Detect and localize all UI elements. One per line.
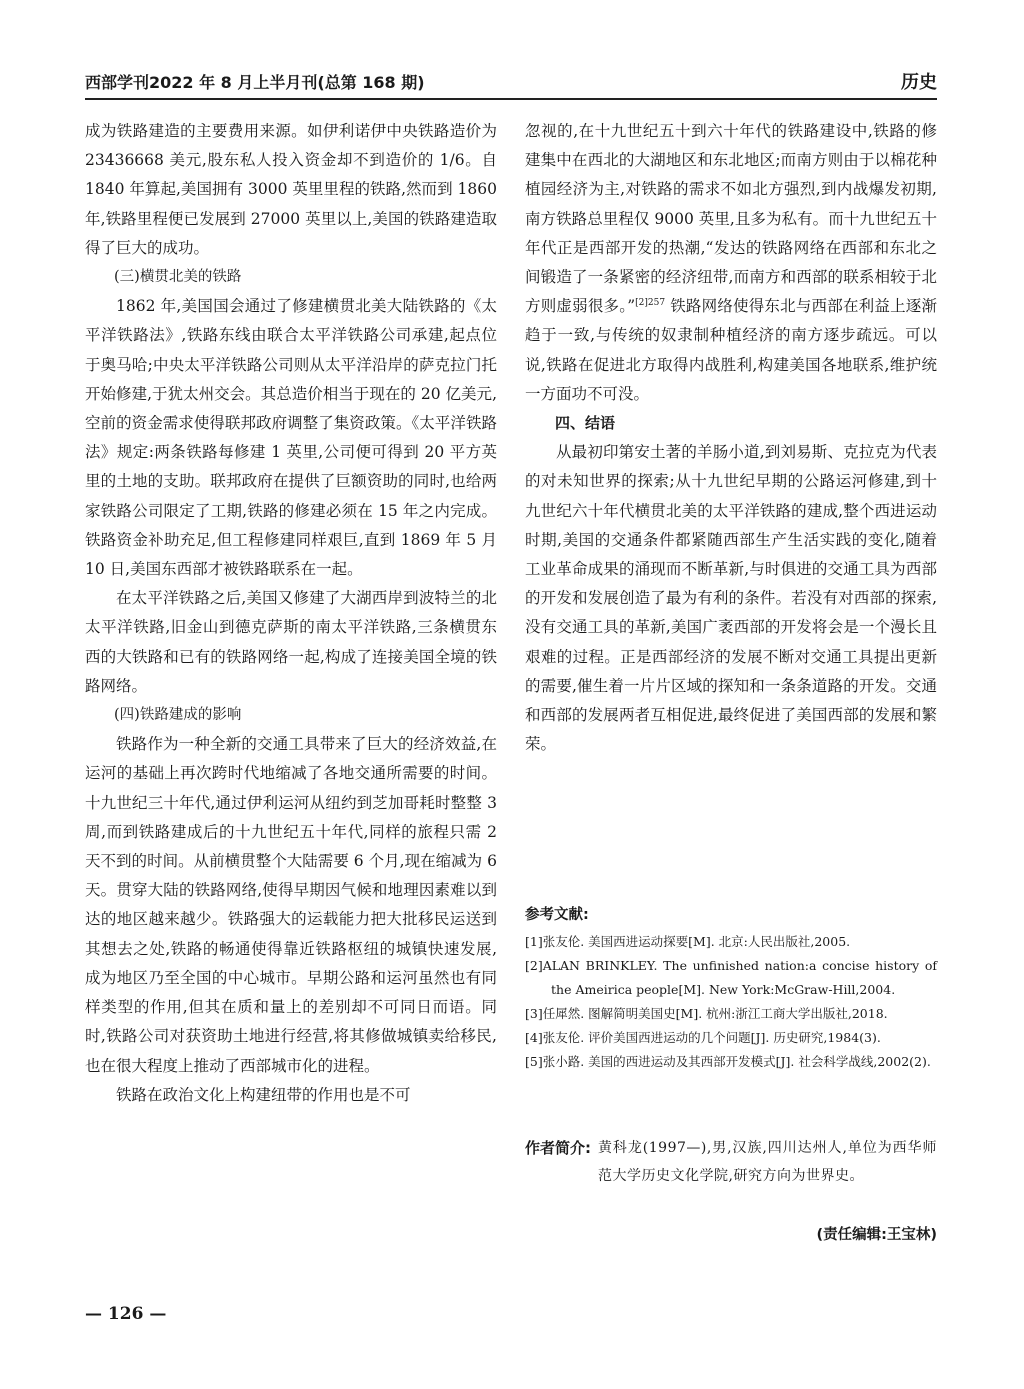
paragraph: 从最初印第安土著的羊肠小道,到刘易斯、克拉克为代表的对未知世界的探索;从十九世纪早期的公路运河修建,到十九世纪六十年代横贯北美的太平洋铁路的建成,整个西进运动时期,美国的交通条件都紧随西部生产生活实践的变化,随着工业革命成果的涌现而不断革新,与时俱进的交通工具为西部的开发和发展创造了最为有利的条件。若没有对西部的探索,没有交通工具的革新,美国广袤西部的开发将会是一个漫长且艰难的过程。正是西部经济的发展不断对交通工具提出更新的需要,催生着一片片区域的探知和一条条道路的开发。交通和西部的发展两者互相促进,最终促进了美国西部的发展和繁荣。 <box>525 443 937 754</box>
citation: [2]257 <box>635 298 666 309</box>
section-name: 历史 <box>901 72 937 93</box>
author-bio <box>525 1134 937 1190</box>
section-heading: 四、结语 <box>555 414 616 433</box>
reference-item: [4]张友伦. 评价美国西进运动的几个问题[J]. 历史研究,1984(3). <box>525 1030 881 1045</box>
paragraph-text: 铁路网络使得东北与西部在利益上逐渐趋于一致,与传统的奴隶制种植经济的南方逐步疏远。可以说,铁路在促进北方取得内战胜利,构建美国各地联系,维护统一方面功不可没。 <box>525 297 937 403</box>
editor-credit: (责任编辑:王宝林) <box>816 1227 937 1243</box>
right-column <box>525 117 937 759</box>
references <box>525 903 937 1074</box>
journal-title: 西部学刊2022 年 8 月上半月刊(总第 168 期) <box>85 73 425 92</box>
subheading: (三)横贯北美的铁路 <box>114 269 242 286</box>
page-number: — 126 — <box>85 1304 167 1324</box>
reference-item: [2]ALAN BRINKLEY. The unfinished nation:a concise history of the Ameirica people[M]. New York:McGraw-Hill,2004. <box>525 958 937 997</box>
running-header <box>85 62 937 100</box>
paragraph: 成为铁路建造的主要费用来源。如伊利诺伊中央铁路造价为 23436668 美元,股东私人投入资金却不到造价的 1/6。自 1840 年算起,美国拥有 3000 英里里程的铁路,然而到 1860 年,铁路里程便已发展到 27000 英里以上,美国的铁路建造取得了巨大的成功。 <box>85 122 497 257</box>
paragraph: 在太平洋铁路之后,美国又修建了大湖西岸到波特兰的北太平洋铁路,旧金山到德克萨斯的南太平洋铁路,三条横贯东西的大铁路和已有的铁路网络一起,构成了连接美国全境的铁路网络。 <box>85 589 497 695</box>
reference-item: [3]任犀然. 图解简明美国史[M]. 杭州:浙江工商大学出版社,2018. <box>525 1006 888 1021</box>
paragraph: 铁路作为一种全新的交通工具带来了巨大的经济效益,在运河的基础上再次跨时代地缩减了各地交通所需要的时间。十九世纪三十年代,通过伊利运河从纽约到芝加哥耗时整整 3 周,而到铁路建成后的十九世纪五十年代,同样的旅程只需 2 天不到的时间。从前横贯整个大陆需要 6 个月,现在缩减为 6 天。贯穿大陆的铁路网络,使得早期因气候和地理因素难以到达的地区越来越少。铁路强大的运载能力把大批移民运送到其想去之处,铁路的畅通使得靠近铁路枢纽的城镇快速发展,成为地区乃至全国的中心城市。早期公路和运河虽然也有同样类型的作用,但其在质和量上的差别却不可同日而语。同时,铁路公司对获资助土地进行经营,将其修做城镇卖给移民,也在很大程度上推动了西部城市化的进程。 <box>85 735 497 1075</box>
author-text: 黄科龙(1997—),男,汉族,四川达州人,单位为西华师范大学历史文化学院,研究方向为世界史。 <box>598 1140 937 1184</box>
left-column <box>85 117 497 1110</box>
reference-item: [5]张小路. 美国的西进运动及其西部开发模式[J]. 社会科学战线,2002(2). <box>525 1054 931 1069</box>
author-label: 作者简介: <box>525 1139 591 1157</box>
paragraph-text: 忽视的,在十九世纪五十到六十年代的铁路建设中,铁路的修建集中在西北的大湖地区和东北地区;而南方则由于以棉花种植园经济为主,对铁路的需求不如北方强烈,到内战爆发初期,南方铁路总里程仅 9000 英里,且多为私有。而十九世纪五十年代正是西部开发的热潮,“发达的铁路网络在西部和东北之间锻造了一条紧密的经济纽带,而南方和西部的联系相较于北方则虚弱很多。” <box>525 122 937 316</box>
reference-item: [1]张友伦. 美国西进运动探要[M]. 北京:人民出版社,2005. <box>525 934 851 949</box>
subheading: (四)铁路建成的影响 <box>114 707 242 724</box>
paragraph: 1862 年,美国国会通过了修建横贯北美大陆铁路的《太平洋铁路法》,铁路东线由联合太平洋铁路公司承建,起点位于奥马哈;中央太平洋铁路公司则从太平洋沿岸的萨克拉门托开始修建,于犹太州交会。其总造价相当于现在的 20 亿美元,空前的资金需求使得联邦政府调整了集资政策。《太平洋铁路法》规定:两条铁路每修建 1 英里,公司便可得到 20 平方英里的土地的支助。联邦政府在提供了巨额资助的同时,也给两家铁路公司限定了工期,铁路的修建必须在 15 年之内完成。铁路资金补助充足,但工程修建同样艰巨,直到 1869 年 5 月 10 日,美国东西部才被铁路联系在一起。 <box>85 297 497 579</box>
paragraph: 铁路在政治文化上构建纽带的作用也是不可 <box>116 1085 411 1104</box>
references-title: 参考文献: <box>525 907 589 923</box>
paragraph <box>525 117 937 409</box>
